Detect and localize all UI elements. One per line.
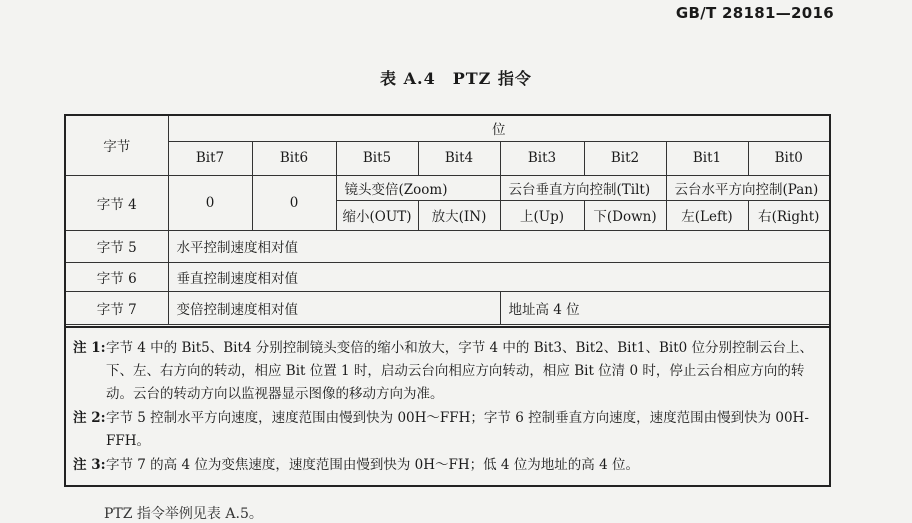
bit5-header: Bit5	[336, 141, 418, 175]
zoom-group-cell: 镜头变倍(Zoom)	[336, 175, 500, 200]
note-2-label: 注 2:	[73, 410, 106, 426]
bit7-header: Bit7	[168, 141, 252, 175]
note-1-label: 注 1:	[73, 340, 106, 356]
pan-group-cell: 云台水平方向控制(Pan)	[666, 175, 829, 200]
bit6-header: Bit6	[252, 141, 336, 175]
byte6-row	[66, 262, 829, 291]
following-text-line: PTZ 指令举例见表 A.5。	[104, 506, 263, 522]
byte-header-cell: 字节	[66, 116, 168, 175]
pan-left-cell: 左(Left)	[666, 200, 748, 230]
byte5-row	[66, 230, 829, 262]
byte6-value: 垂直控制速度相对值	[168, 262, 829, 291]
note-2	[73, 407, 821, 453]
byte4-bit7-value: 0	[168, 175, 252, 230]
bit2-header: Bit2	[584, 141, 666, 175]
byte4-label: 字节 4	[66, 175, 168, 230]
byte6-label: 字节 6	[66, 262, 168, 291]
byte5-label: 字节 5	[66, 230, 168, 262]
note-3-label: 注 3:	[73, 457, 106, 473]
zoom-in-cell: 放大(IN)	[418, 200, 500, 230]
byte4-bit6-value: 0	[252, 175, 336, 230]
note-1	[73, 337, 821, 406]
table-title: 表 A.4 PTZ 指令	[380, 69, 532, 88]
note-3-text: 字节 7 的高 4 位为变焦速度，速度范围由慢到快为 0H～FH；低 4 位为地址的高 4 位。	[106, 457, 639, 473]
header-row-bit	[66, 116, 829, 141]
tilt-up-cell: 上(Up)	[500, 200, 584, 230]
zoom-out-cell: 缩小(OUT)	[336, 200, 418, 230]
byte4-row	[66, 175, 829, 200]
table-notes	[66, 326, 829, 478]
bit4-header: Bit4	[418, 141, 500, 175]
note-3	[73, 454, 821, 477]
byte7-label: 字节 7	[66, 291, 168, 324]
bit-header-cell: 位	[168, 116, 829, 141]
byte7-zoom-speed: 变倍控制速度相对值	[168, 291, 500, 324]
pan-right-cell: 右(Right)	[748, 200, 829, 230]
byte7-address-high: 地址高 4 位	[500, 291, 829, 324]
tilt-down-cell: 下(Down)	[584, 200, 666, 230]
ptz-command-table	[66, 116, 829, 325]
bit3-header: Bit3	[500, 141, 584, 175]
byte5-value: 水平控制速度相对值	[168, 230, 829, 262]
byte7-row	[66, 291, 829, 324]
header-row-bits	[66, 141, 829, 175]
ptz-table-frame	[64, 114, 831, 487]
tilt-group-cell: 云台垂直方向控制(Tilt)	[500, 175, 666, 200]
note-1-text: 字节 4 中的 Bit5、Bit4 分别控制镜头变倍的缩小和放大，字节 4 中的 Bit3、Bit2、Bit1、Bit0 位分别控制云台上、下、左、右方向的转动，相应 Bit 位置 1 时，启动云台向相应方向转动，相应 Bit 位清 0 时，停止云台相应方向的转动。云台的转动方向以监视器显示图像的移动方向为准。	[106, 340, 814, 402]
note-2-text: 字节 5 控制水平方向速度，速度范围由慢到快为 00H～FFH；字节 6 控制垂直方向速度，速度范围由慢到快为 00H-FFH。	[106, 410, 809, 449]
bit0-header: Bit0	[748, 141, 829, 175]
standard-code: GB/T 28181—2016	[675, 4, 834, 22]
bit1-header: Bit1	[666, 141, 748, 175]
